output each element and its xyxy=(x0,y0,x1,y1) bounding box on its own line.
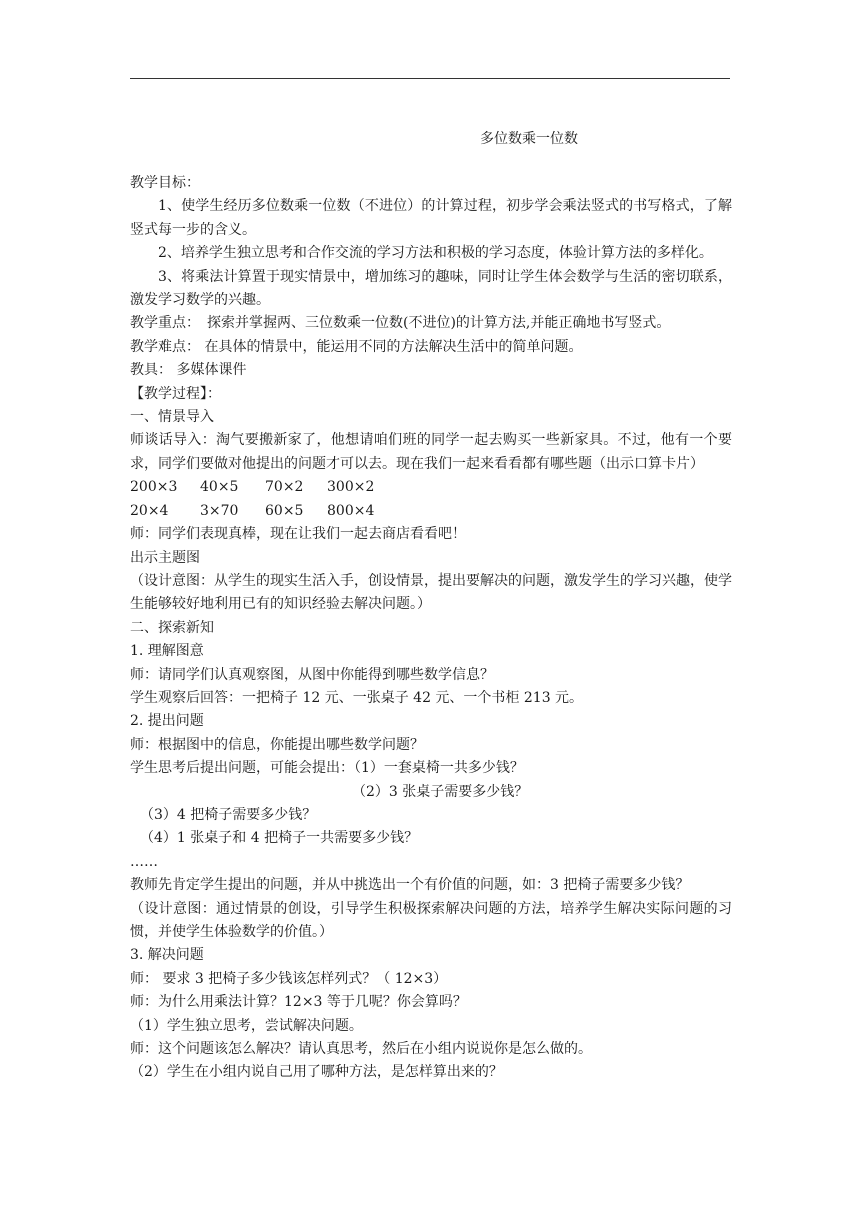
question-4: （4）1 张桌子和 4 把椅子一共需要多少钱？ xyxy=(140,830,419,847)
teaching-tools: 教具： 多媒体课件 xyxy=(130,362,247,379)
ellipsis: …… xyxy=(130,853,158,870)
oral-card: 40×5 xyxy=(200,479,239,496)
oral-card-row-1 xyxy=(130,476,732,499)
solve-line-1: 师： 要求 3 把椅子多少钱该怎样列式？（ 12×3） xyxy=(130,970,448,987)
key-point: 教学重点： 探索并掌握两、三位数乘一位数(不进位)的计算方法,并能正确地书写竖式。 xyxy=(130,315,671,332)
header-rule xyxy=(130,78,730,79)
oral-card: 300×2 xyxy=(327,479,375,496)
observe-prompt: 师：请同学们认真观察图，从图中你能得到哪些数学信息？ xyxy=(130,666,494,683)
goal-item-1: 1、使学生经历多位数乘一位数（不进位）的计算过程，初步学会乘法竖式的书写格式，了解竖式每一步的含义。 xyxy=(130,198,732,238)
design-intent-2: （设计意图：通过情景的创设，引导学生积极探索解决问题的方法，培养学生解决实际问题的习惯，并使学生体验数学的价值。） xyxy=(130,900,732,940)
affirm-line: 教师先肯定学生提出的问题，并从中挑选出一个有价值的问题，如：3 把椅子需要多少钱？ xyxy=(130,877,690,894)
design-intent-1: （设计意图：从学生的现实生活入手，创设情景，提出要解决的问题，激发学生的学习兴趣，使学生能够较好地利用已有的知识经验去解决问题。） xyxy=(130,572,732,613)
oral-card: 3×70 xyxy=(200,502,239,519)
section-heading-2: 二、探索新知 xyxy=(130,619,214,636)
process-heading: 【教学过程】： xyxy=(130,385,221,402)
solve-line-4: 师：这个问题该怎么解决？请认真思考，然后在小组内说说你是怎么做的。 xyxy=(130,1041,592,1058)
show-picture-line: 出示主题图 xyxy=(130,549,200,566)
document-body xyxy=(130,172,732,1085)
question-2: （2）3 张桌子需要多少钱？ xyxy=(352,783,529,800)
intro-paragraph: 师谈话导入：淘气要搬新家了，他想请咱们班的同学一起去购买一些新家具。不过，他有一个要求，同学们要做对他提出的问题才可以去。现在我们一起来看看都有哪些题（出示口算卡片） xyxy=(130,432,732,472)
goal-heading: 教学目标： xyxy=(130,175,200,191)
oral-card-row-2 xyxy=(130,500,732,523)
question-3: （3）4 把椅子需要多少钱？ xyxy=(140,806,317,823)
step-heading-1: 1. 理解图意 xyxy=(130,643,204,660)
solve-line-5: （2）学生在小组内说自己用了哪种方法，是怎样算出来的？ xyxy=(130,1064,503,1081)
step-heading-2: 2. 提出问题 xyxy=(130,713,204,730)
difficulty: 教学难点： 在具体的情景中，能运用不同的方法解决生活中的简单问题。 xyxy=(130,338,583,355)
observe-answer: 学生观察后回答：一把椅子 12 元、一张桌子 42 元、一个书柜 213 元。 xyxy=(130,689,584,706)
oral-card: 800×4 xyxy=(327,502,375,519)
oral-card: 60×5 xyxy=(265,502,304,519)
ask-prompt: 师：根据图中的信息，你能提出哪些数学问题？ xyxy=(130,736,424,753)
section-heading-1: 一、情景导入 xyxy=(130,409,214,426)
ask-answer: 学生思考后提出问题，可能会提出：（1）一套桌椅一共多少钱？ xyxy=(130,760,524,777)
page-title: 多位数乘一位数 xyxy=(480,131,578,147)
solve-line-2: 师：为什么用乘法计算？12×3 等于几呢？你会算吗？ xyxy=(130,994,467,1011)
goal-item-3: 3、将乘法计算置于现实情景中，增加练习的趣味，同时让学生体会数学与生活的密切联系，激发学习数学的兴趣。 xyxy=(130,268,732,309)
oral-card: 70×2 xyxy=(265,479,304,496)
step-heading-3: 3. 解决问题 xyxy=(130,947,204,964)
goal-item-2: 2、培养学生独立思考和合作交流的学习方法和积极的学习态度，体验计算方法的多样化。 xyxy=(158,245,713,262)
oral-card: 20×4 xyxy=(130,502,169,519)
oral-card: 200×3 xyxy=(130,479,178,496)
praise-line: 师：同学们表现真棒，现在让我们一起去商店看看吧！ xyxy=(130,526,466,543)
solve-line-3: （1）学生独立思考，尝试解决问题。 xyxy=(130,1017,363,1034)
